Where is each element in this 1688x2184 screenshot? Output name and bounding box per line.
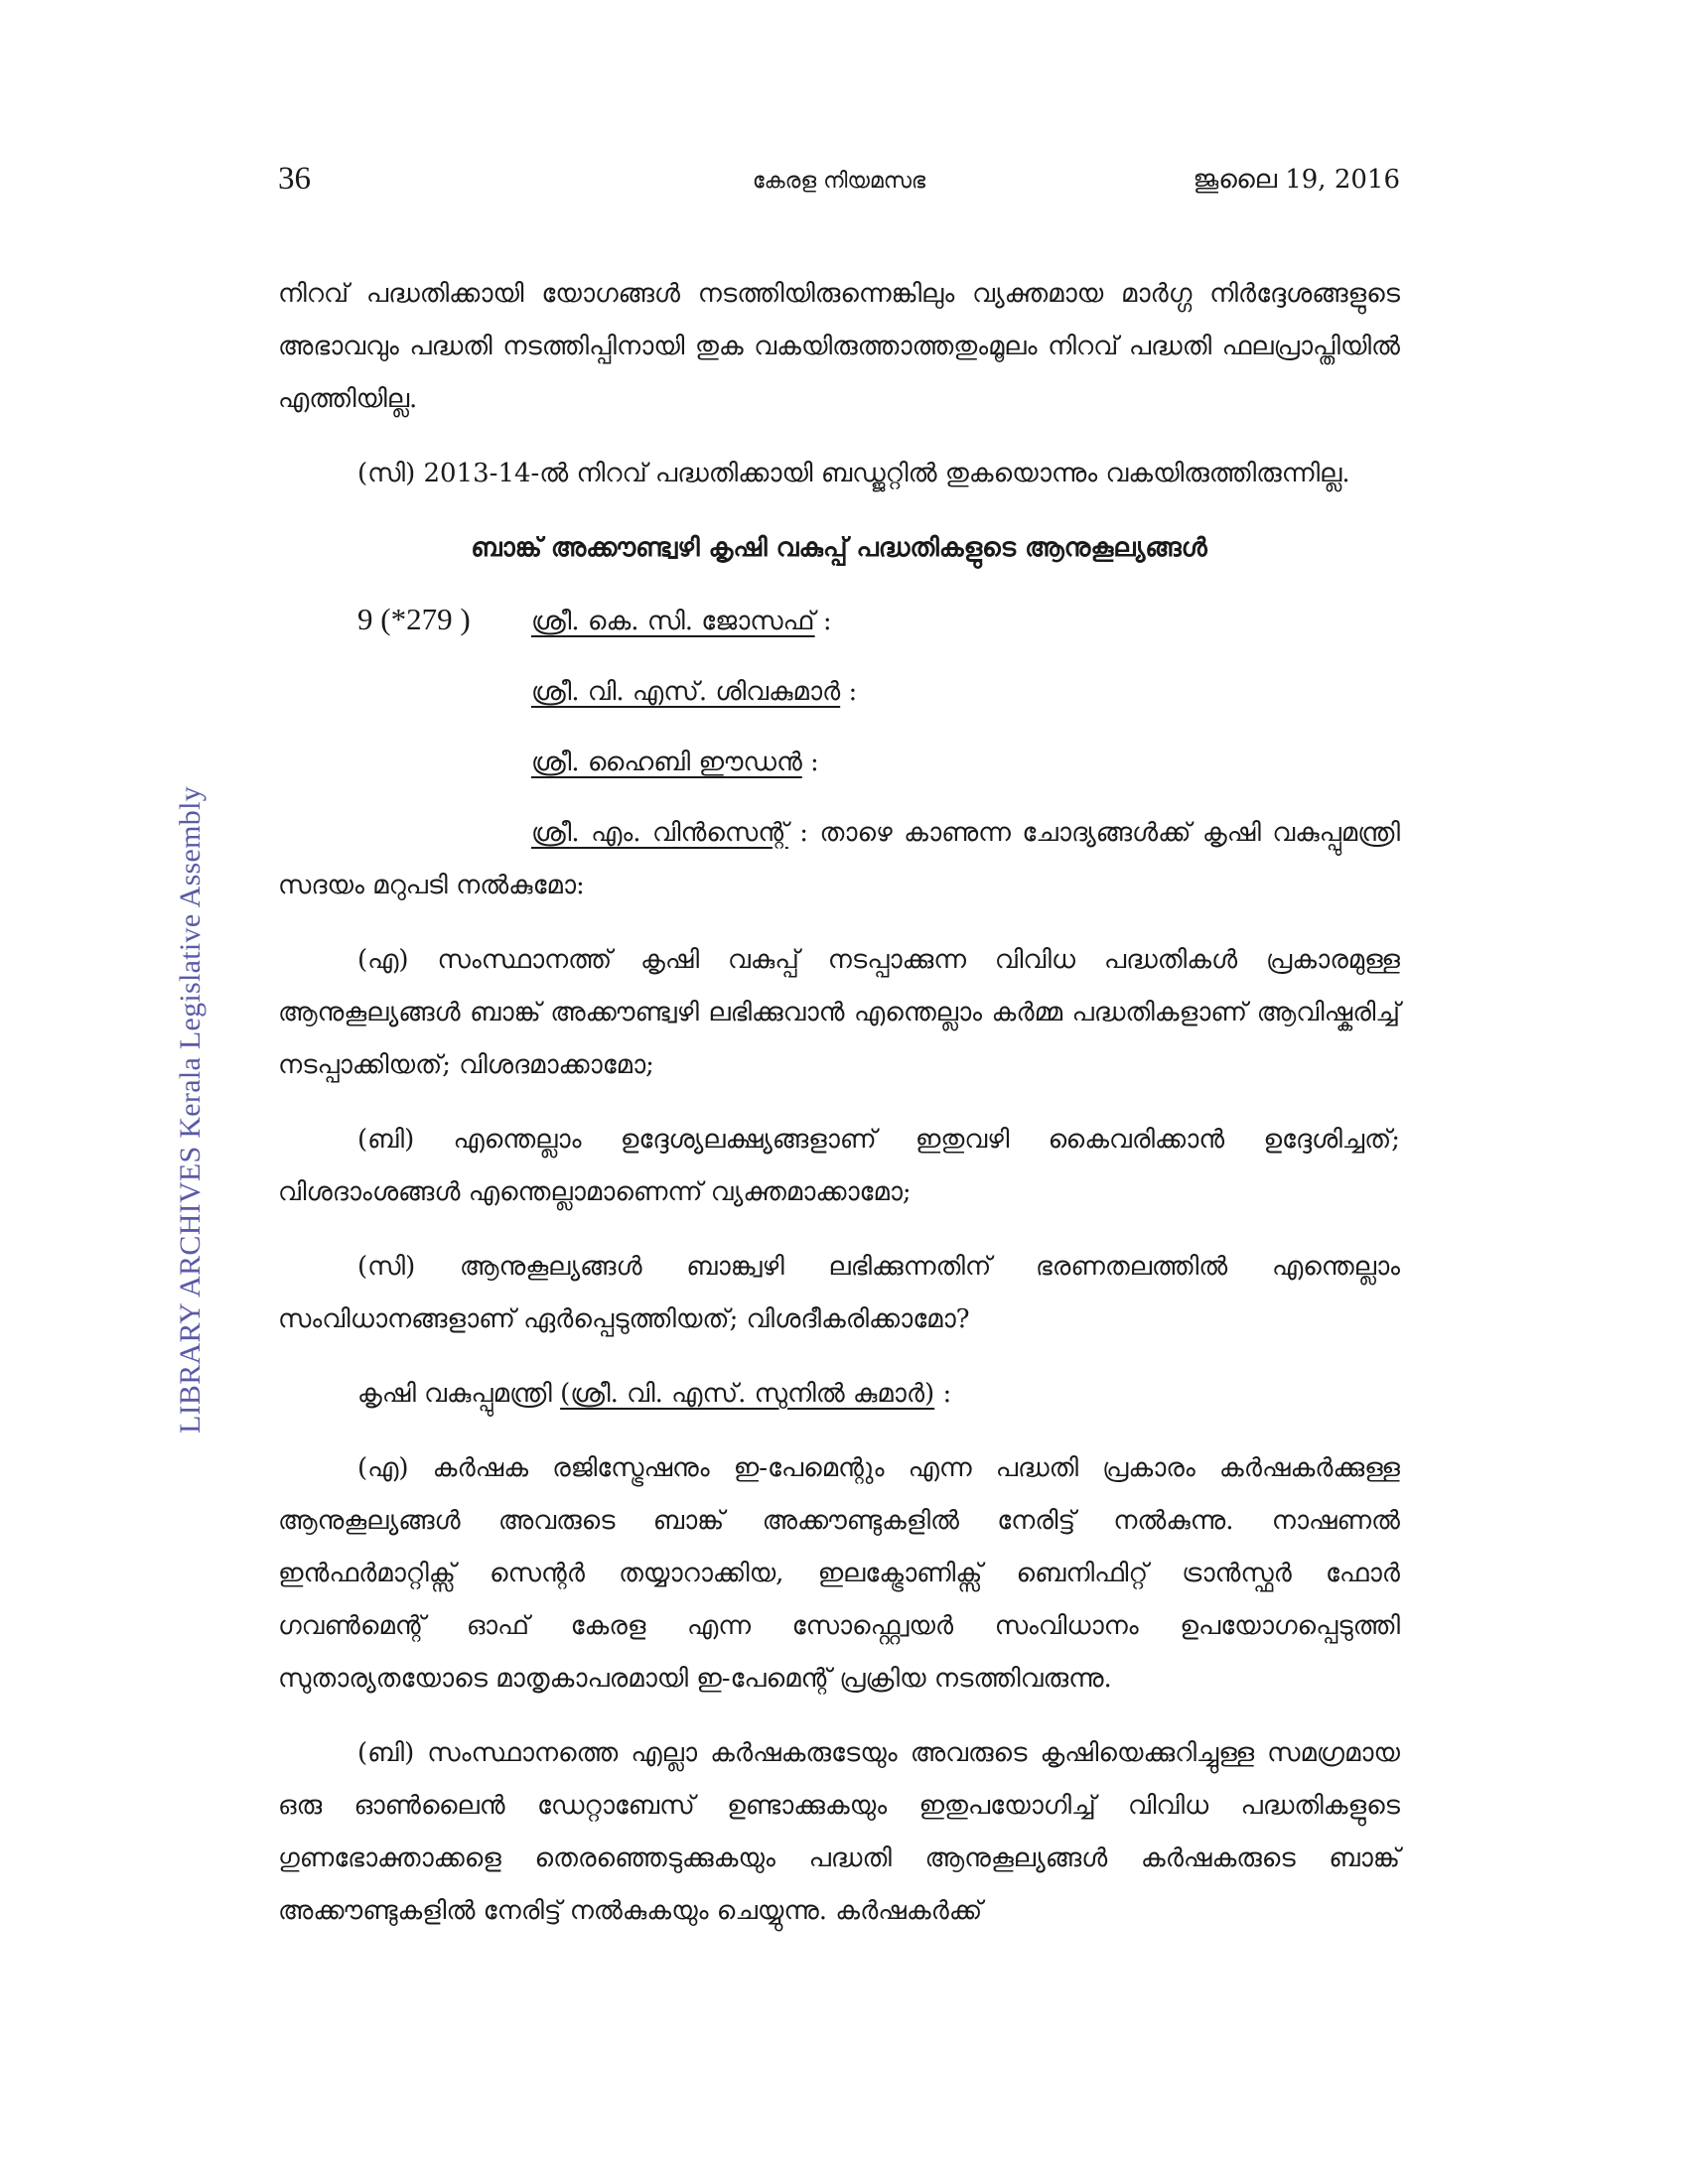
question-heading: ബാങ്ക് അക്കൗണ്ട്വഴി കൃഷി വകുപ്പ് പദ്ധതികളുടെ ആനുകൂല്യങ്ങൾ <box>471 533 1207 563</box>
minister-line <box>278 1368 1400 1421</box>
member-line <box>278 593 1400 648</box>
paragraph-continuation: നിറവ് പദ്ധതിക്കായി യോഗങ്ങൾ നടത്തിയിരുന്നെങ്കിലും വ്യക്തമായ മാർഗ്ഗ നിർദ്ദേശങ്ങളുടെ അഭാവവും പദ്ധതി നടത്തിപ്പിനായി തുക വകയിരുത്താത്തതുംമൂലം നിറവ് പദ്ധതി ഫലപ്രാപ്തിയിൽ എത്തിയില്ല. <box>278 279 1400 414</box>
minister-name: (ശ്രീ. വി. എസ്. സുനിൽ കുമാർ) <box>560 1379 935 1409</box>
page-body <box>278 268 1400 1938</box>
page-number: 36 <box>278 161 311 197</box>
member-name: ശ്രീ. കെ. സി. ജോസഫ് <box>531 607 815 636</box>
member-line <box>278 666 1400 719</box>
archive-watermark: LIBRARY ARCHIVES Kerala Legislative Assembly <box>174 785 207 1434</box>
header-date: ജൂലൈ 19, 2016 <box>1193 165 1400 195</box>
member-separator: : <box>840 677 858 707</box>
question-members <box>278 593 1400 912</box>
answer-part-b: (ബി) സംസ്ഥാനത്തെ എല്ലാ കർഷകരുടേയും അവരുടെ കൃഷിയെക്കുറിച്ചുള്ള സമഗ്രമായ ഒരു ഓൺലൈൻ ഡേറ്റാബേസ് ഉണ്ടാക്കുകയും ഇതുപയോഗിച്ച് വിവിധ പദ്ധതികളുടെ ഗുണഭോക്താക്കളെ തെരഞ്ഞെടുക്കുകയും പദ്ധതി ആനുകൂല്യങ്ങൾ കർഷകരുടെ ബാങ്ക് അക്കൗണ്ടുകളിൽ നേരിട്ട് നൽകുകയും ചെയ്യുന്നു. കർഷകർക്ക് <box>278 1738 1400 1926</box>
answer-part-a: (എ) കർഷക രജിസ്ട്രേഷനും ഇ-പേമെന്റും എന്ന പദ്ധതി പ്രകാരം കർഷകർക്കുള്ള ആനുകൂല്യങ്ങൾ അവരുടെ ബാങ്ക് അക്കൗണ്ടുകളിൽ നേരിട്ട് നൽകുന്നു. നാഷണൽ ഇൻഫർമാറ്റിക്സ് സെന്റർ തയ്യാറാക്കിയ, ഇലക്ട്രോണിക്സ് ബെനിഫിറ്റ് ട്രാൻസ്ഫർ ഫോർ ഗവൺമെന്റ് ഓഫ് കേരള എന്ന സോഫ്റ്റ്വെയർ സംവിധാനം ഉപയോഗപ്പെടുത്തി സുതാര്യതയോടെ മാതൃകാപരമായി ഇ-പേമെന്റ് പ്രക്രിയ നടത്തിവരുന്നു. <box>278 1453 1400 1694</box>
member-separator: : <box>814 607 832 636</box>
question-intro: താഴെ കാണുന്ന ചോദ്യങ്ങൾക്ക് കൃഷി വകുപ്പുമന്ത്രി സദയം മറുപടി നൽകുമോ: <box>278 818 1401 900</box>
member-separator: : <box>801 748 819 777</box>
page-header <box>278 161 1400 210</box>
question-part-b: (ബി) എന്തെല്ലാം ഉദ്ദേശ്യലക്ഷ്യങ്ങളാണ് ഇതുവഴി കൈവരിക്കാൻ ഉദ്ദേശിച്ചത്; വിശദാംശങ്ങൾ എന്തെല്ലാമാണെന്ന് വ്യക്തമാക്കാമോ; <box>278 1125 1400 1207</box>
member-name: ശ്രീ. എം. വിൻസെന്റ് <box>531 818 788 848</box>
question-number: 9 (*279 ) <box>357 602 471 636</box>
minister-prefix: കൃഷി വകുപ്പുമന്ത്രി <box>357 1379 561 1409</box>
member-name: ശ്രീ. വി. എസ്. ശിവകുമാർ <box>531 677 841 707</box>
question-part-c: (സി) ആനുകൂല്യങ്ങൾ ബാങ്ക്വഴി ലഭിക്കുന്നതിന് ഭരണതലത്തിൽ എന്തെല്ലാം സംവിധാനങ്ങളാണ് ഏർപ്പെടുത്തിയത്; വിശദീകരിക്കാമോ? <box>278 1252 1400 1334</box>
paragraph-c-budget: (സി) 2013-14-ൽ നിറവ് പദ്ധതിക്കായി ബഡ്ജറ്റിൽ തുകയൊന്നും വകയിരുത്തിരുന്നില്ല. <box>357 459 1350 488</box>
member-separator: : <box>787 818 809 848</box>
member-line <box>278 737 1400 789</box>
minister-suffix: : <box>934 1379 952 1409</box>
question-part-a: (എ) സംസ്ഥാനത്ത് കൃഷി വകുപ്പ് നടപ്പാക്കുന്ന വിവിധ പദ്ധതികൾ പ്രകാരമുള്ള ആനുകൂല്യങ്ങൾ ബാങ്ക് അക്കൗണ്ട്വഴി ലഭിക്കുവാൻ എന്തെല്ലാം കർമ്മ പദ്ധതികളാണ് ആവിഷ്കരിച്ച് നടപ്പാക്കിയത്; വിശദമാക്കാമോ; <box>278 945 1400 1080</box>
member-line-with-intro <box>278 807 1400 912</box>
header-title: കേരള നിയമസഭ <box>752 169 926 194</box>
member-name: ശ്രീ. ഹൈബി ഈഡൻ <box>531 748 802 777</box>
